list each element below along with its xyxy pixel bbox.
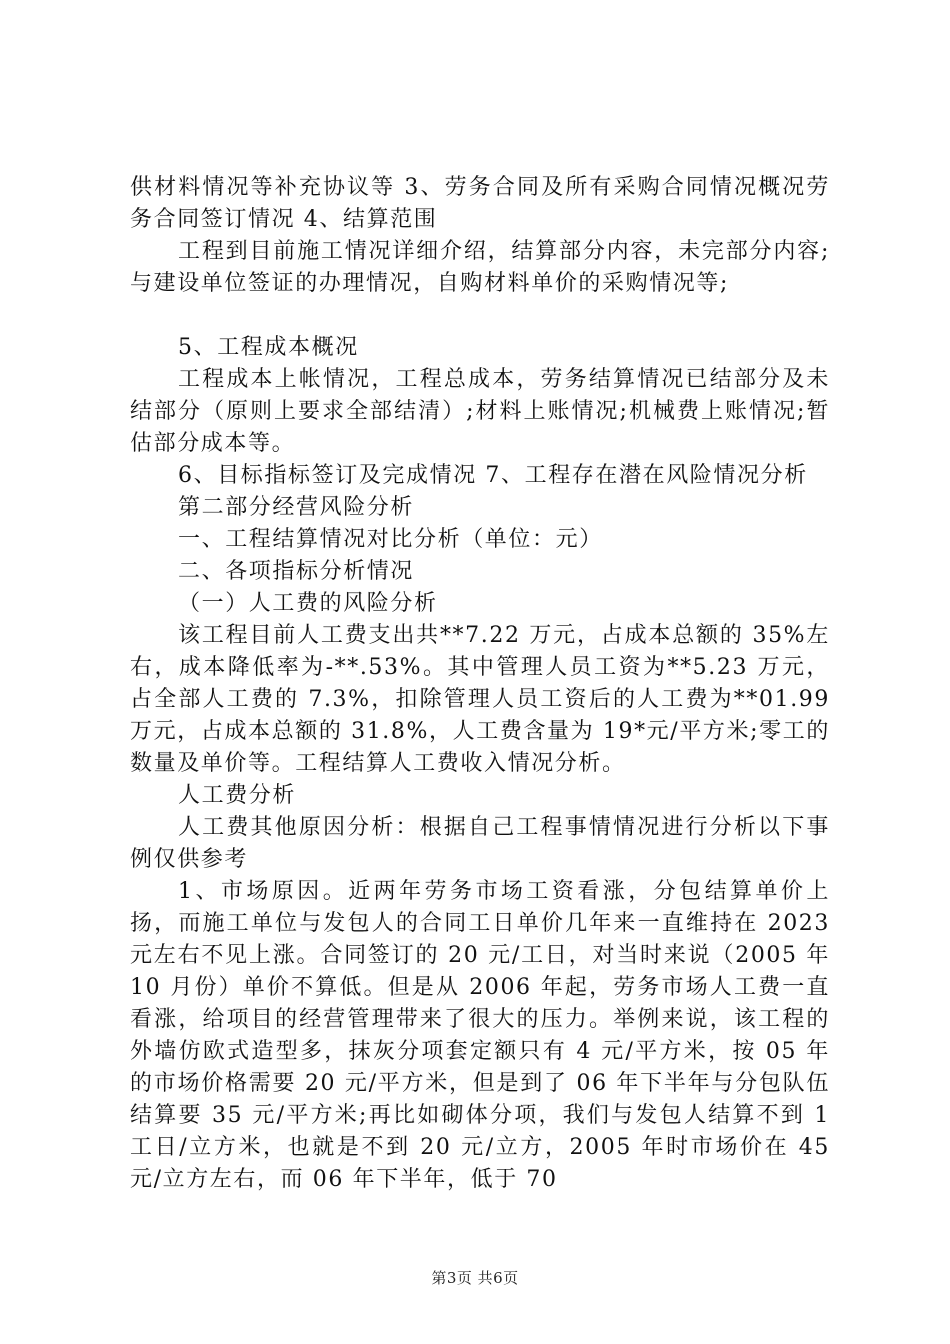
- subsection-heading: 人工费分析: [178, 783, 297, 808]
- paragraph: 该工程目前人工费支出共**7.22 万元，占成本总额的 35%左右，成本降低率为-**.53%。其中管理人员工资为**5.23 万元，占全部人工费的 7.3%，扣除管理人员工资后的人工费为**01.99 万元，占成本总额的 31.8%，人工费含量为 19*元/平方米;零工的数量及单价等。工程结算人工费收入情况分析。: [130, 623, 830, 776]
- subsection-heading: （一）人工费的风险分析: [178, 591, 438, 616]
- section-heading: 第二部分经营风险分析: [178, 495, 415, 520]
- paragraph: 人工费其他原因分析：根据自己工程事情情况进行分析以下事例仅供参考: [130, 815, 830, 872]
- section-heading: 二、各项指标分析情况: [178, 559, 415, 584]
- section-heading: 5、工程成本概况: [178, 335, 359, 360]
- document-body: [130, 172, 830, 1196]
- page-number-footer: 第3页 共6页: [431, 1269, 519, 1287]
- paragraph: 工程成本上帐情况，工程总成本，劳务结算情况已结部分及未结部分（原则上要求全部结清）;材料上账情况;机械费上账情况;暂估部分成本等。: [130, 367, 830, 456]
- paragraph: 6、目标指标签订及完成情况 7、工程存在潜在风险情况分析: [178, 463, 808, 488]
- section-heading: 一、工程结算情况对比分析（单位：元）: [178, 527, 603, 552]
- paragraph: 1、市场原因。近两年劳务市场工资看涨，分包结算单价上扬，而施工单位与发包人的合同工日单价几年来一直维持在 2023 元左右不见上涨。合同签订的 20 元/工日，对当时来说（2005 年 10 月份）单价不算低。但是从 2006 年起，劳务市场人工费一直看涨，给项目的经营管理带来了很大的压力。举例来说，该工程的外墙仿欧式造型多，抹灰分项套定额只有 4 元/平方米，按 05 年的市场价格需要 20 元/平方米，但是到了 06 年下半年与分包队伍结算要 35 元/平方米;再比如砌体分项，我们与发包人结算不到 1 工日/立方米，也就是不到 20 元/立方，2005 年时市场价在 45 元/立方左右，而 06 年下半年，低于 70: [130, 879, 830, 1192]
- paragraph: 工程到目前施工情况详细介绍，结算部分内容，未完部分内容;与建设单位签证的办理情况，自购材料单价的采购情况等;: [130, 239, 830, 296]
- paragraph: 供材料情况等补充协议等 3、劳务合同及所有采购合同情况概况劳务合同签订情况 4、结算范围: [130, 175, 830, 232]
